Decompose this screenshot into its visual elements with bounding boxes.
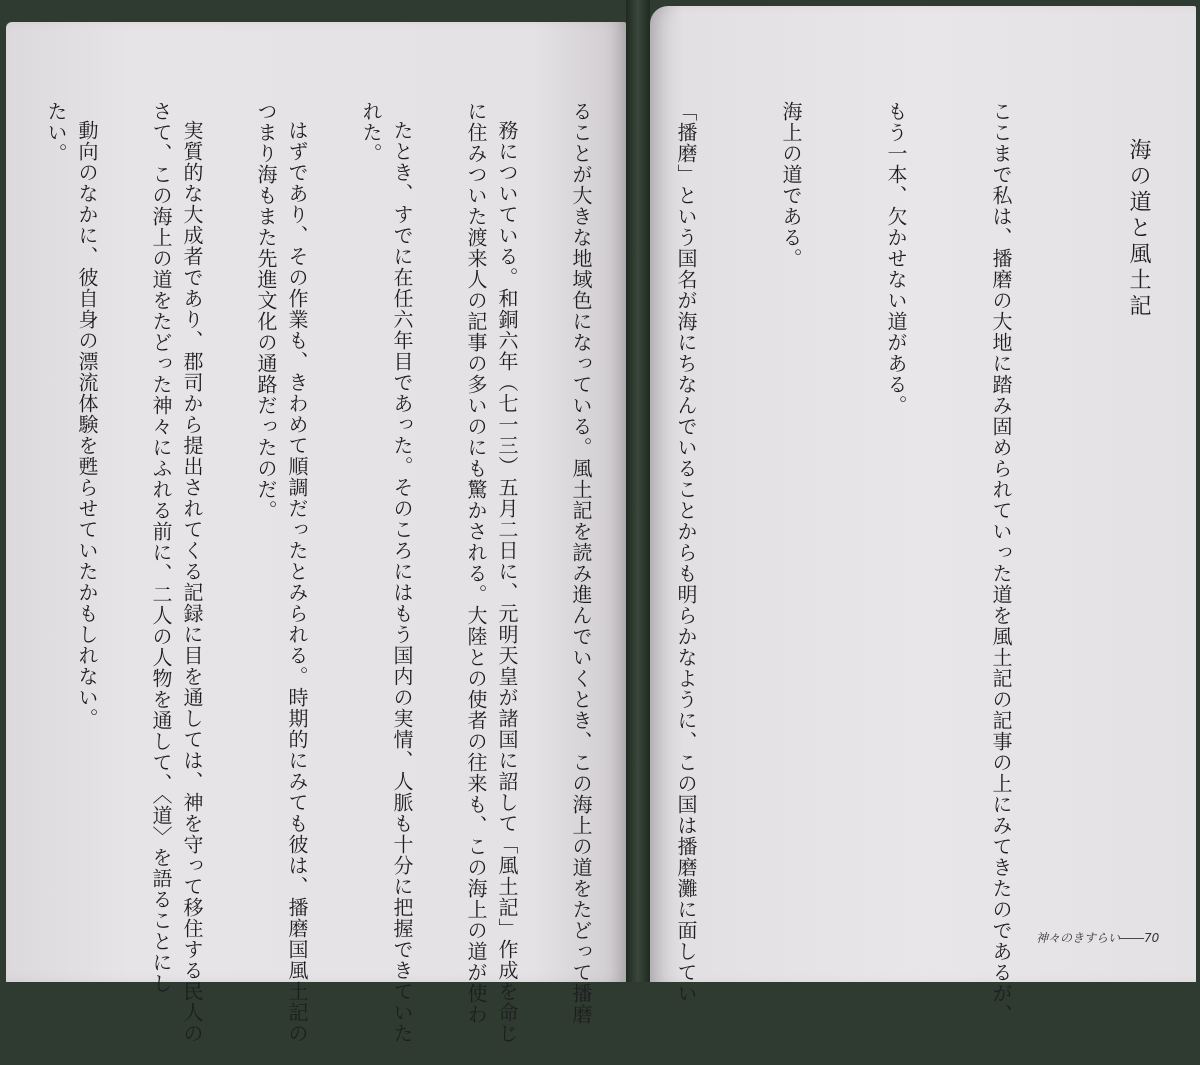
text-line: つまり海もまた先進文化の通路だったのだ。 [254, 101, 278, 521]
text-line: たい。 [44, 101, 68, 164]
text-line: さて、この海上の道をたどった神々にふれる前に、二人の人物を通して、〈道〉を語ることにし [149, 101, 173, 994]
text-line: 動向のなかに、彼自身の漂流体験を甦らせていたかもしれない。 [75, 120, 99, 729]
right-page-body [0, 101, 1088, 1025]
text-line: たとき、すでに在任六年目であった。そのころにはもう国内の実情、人脈も十分に把握できていた [390, 120, 414, 1044]
text-line: ここまで私は、播磨の大地に踏み固められていった道を風土記の記事の上にみてきたのであるが、 [989, 101, 1013, 1025]
chapter-title: 海の道と風土記 [1126, 138, 1151, 320]
text-line: 実質的な大成者であり、郡司から提出されてくる記録に目を通しては、神を守って移住する民人の [180, 120, 204, 1044]
text-line: 務についている。和銅六年（七一三）五月二日に、元明天皇が諸国に詔して「風土記」作成を命じ [495, 120, 519, 1044]
text-line: 「播磨」という国名が海にちなんでいることからも明らかなように、この国は播磨灘に面してい [674, 101, 698, 1004]
text-line: 海上の道である。 [779, 101, 803, 269]
page-footer: 神々のきすらい――70 [1036, 931, 1160, 945]
text-line: ることが大きな地域色になっている。風土記を読み進んでいくとき、この海上の道をたどって播磨 [569, 101, 593, 1025]
text-line: に住みついた渡来人の記事の多いのにも驚かされる。大陸との使者の往来も、この海上の道が使わ [464, 101, 488, 1025]
text-line: はずであり、その作業も、きわめて順調だったとみられる。時期的にみても彼は、播磨国風土記の [285, 120, 309, 1044]
text-line: もう一本、欠かせない道がある。 [884, 101, 908, 416]
text-line: れた。 [359, 101, 383, 164]
